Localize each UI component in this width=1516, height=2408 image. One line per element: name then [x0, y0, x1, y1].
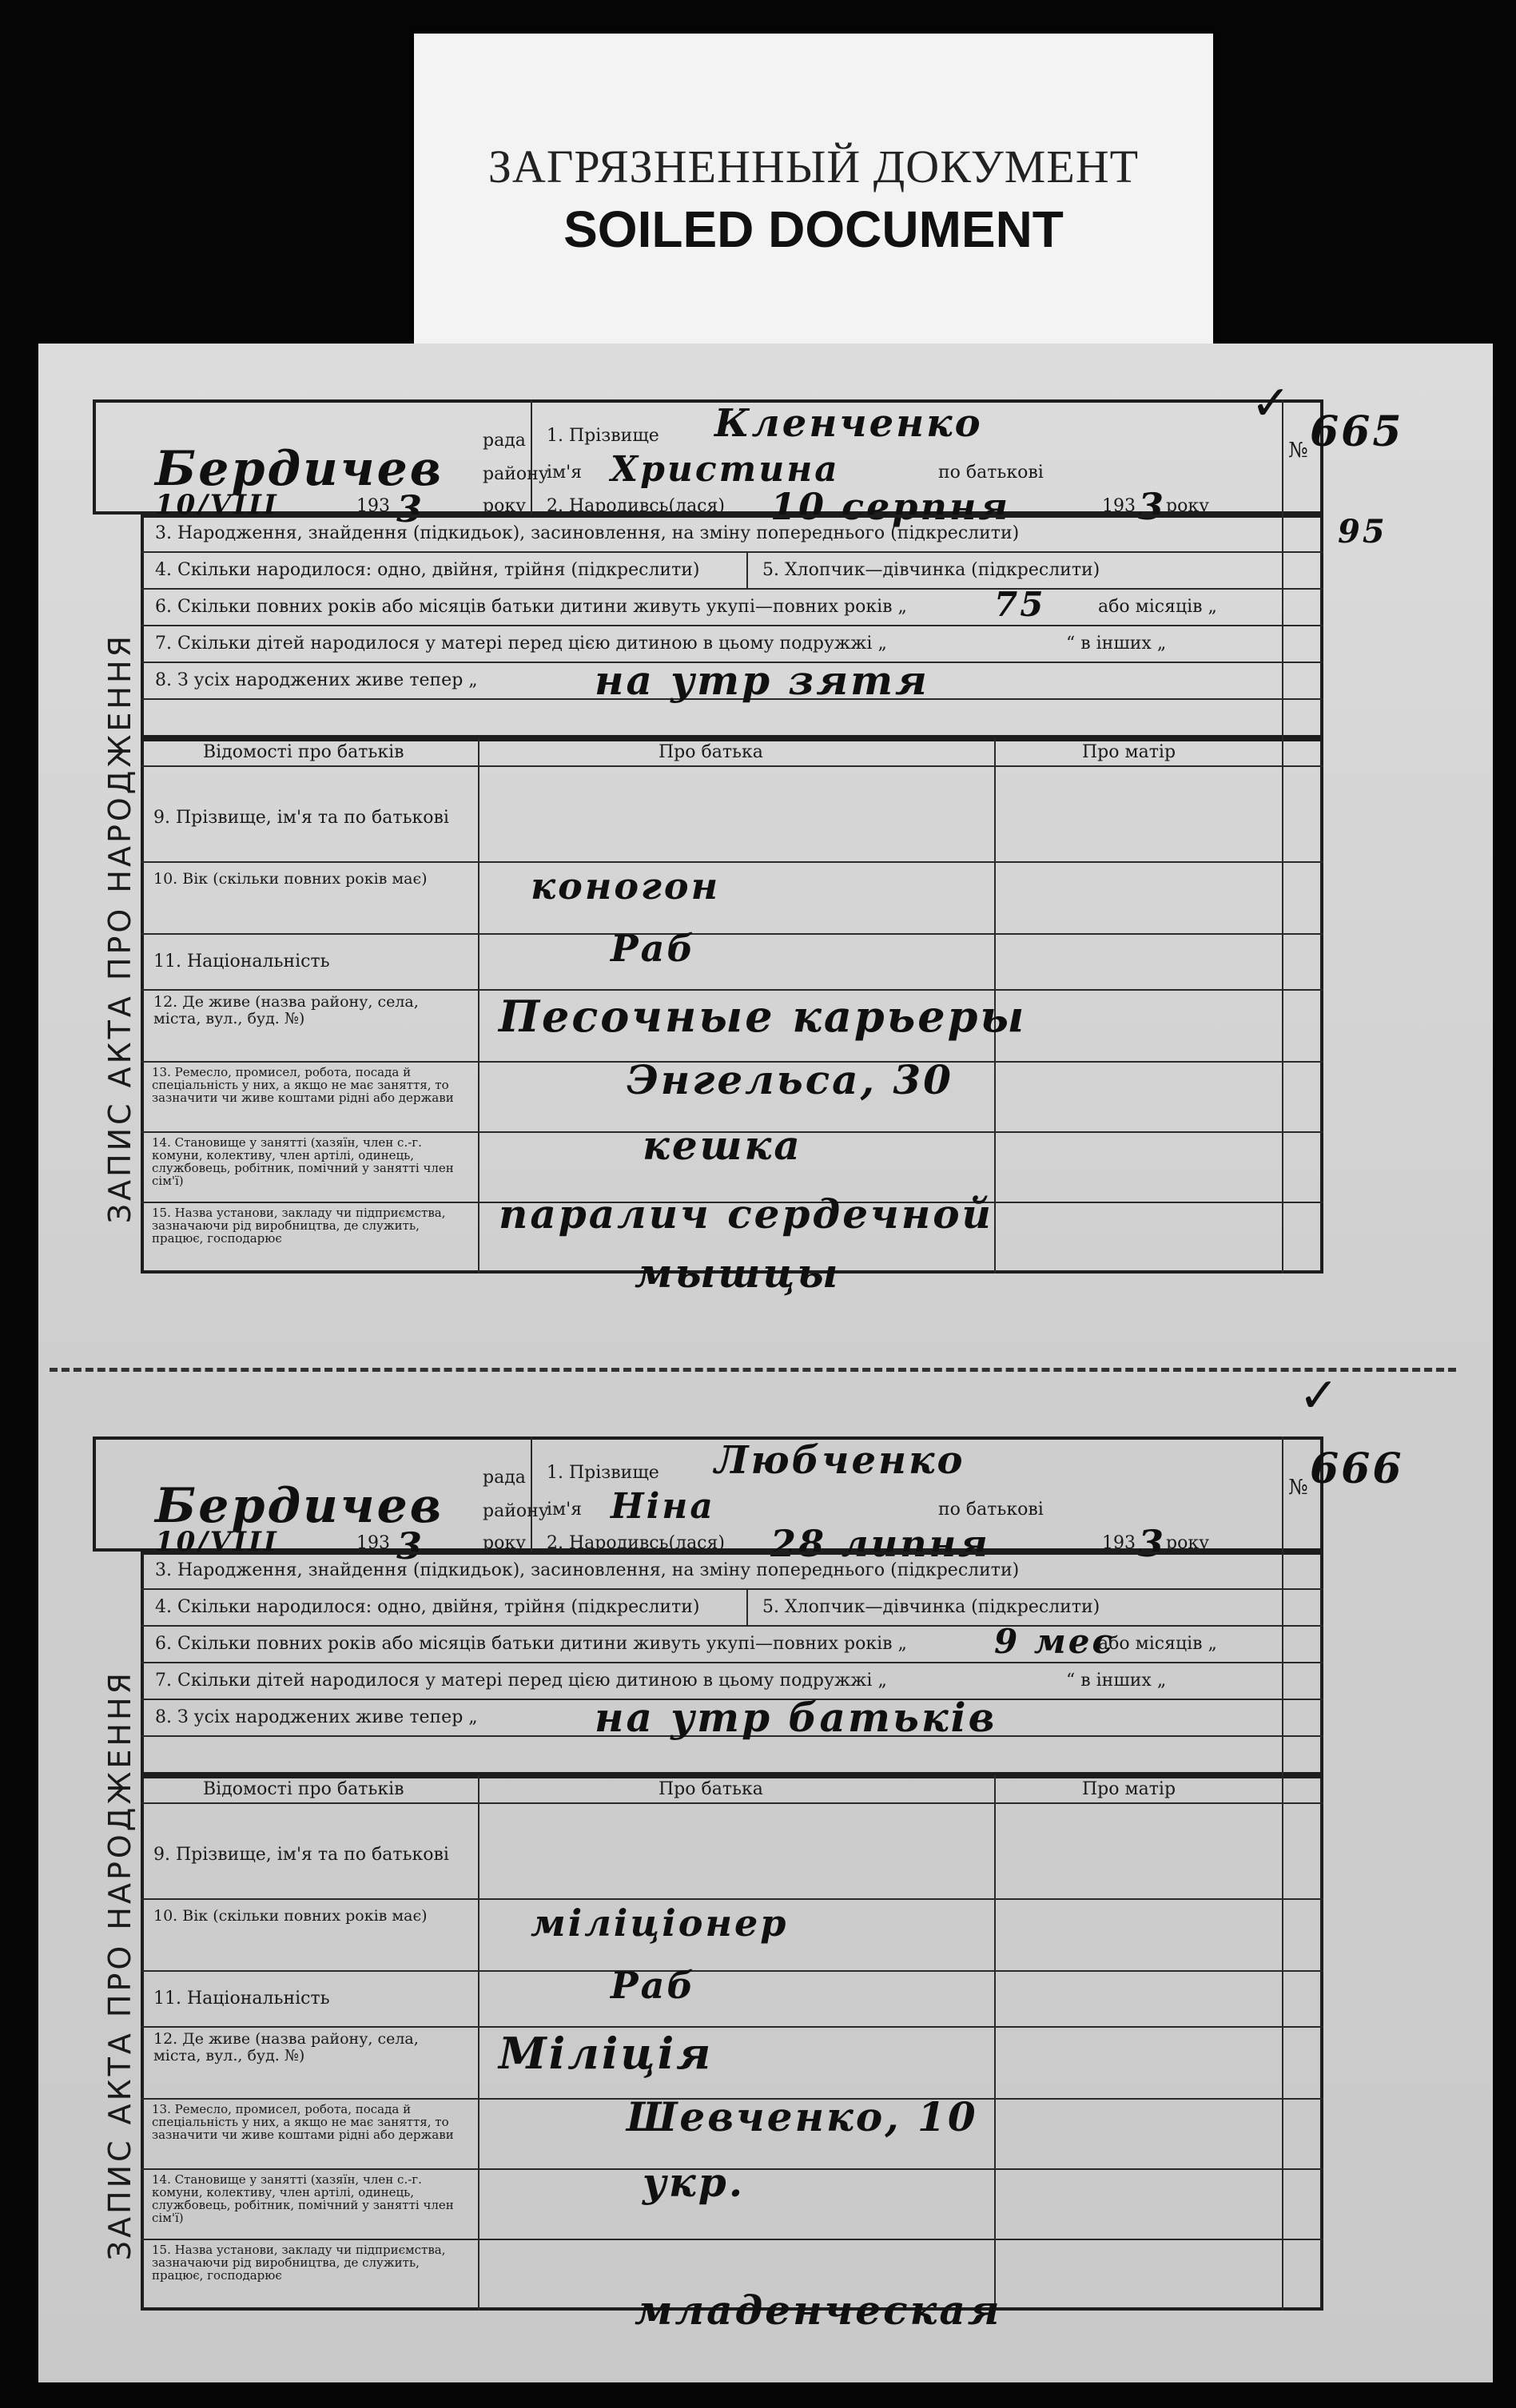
- record-date: 10/VIII: [155, 1526, 279, 1558]
- row5-text: 5. Хлопчик—дівчинка (підкреслити): [762, 560, 1100, 580]
- birth-record-form: [51, 1430, 1404, 2341]
- birth-date: 28 липня: [770, 1522, 990, 1565]
- birth-year-digit: 3: [1138, 485, 1167, 528]
- rayonu-label: району: [483, 464, 549, 484]
- father-name: міліціонер: [531, 1901, 789, 1945]
- birth-date: 10 серпня: [770, 485, 1011, 528]
- living-children: на утр зятя: [595, 657, 929, 704]
- row4-text: 4. Скільки народилося: одно, двійня, трійня (підкреслити): [155, 1597, 700, 1617]
- col-info-header: Відомості про батьків: [203, 742, 404, 762]
- rada-value: Бердичев: [155, 441, 444, 497]
- r9-label: 9. Прізвище, ім'я та по батькові: [153, 1845, 449, 1865]
- surname-label: 1. Прізвище: [547, 1463, 659, 1483]
- questions-box: [141, 515, 1323, 738]
- r9-label: 9. Прізвище, ім'я та по батькові: [153, 808, 449, 828]
- birth-year-digit: 3: [1138, 1522, 1167, 1565]
- born-year-prefix: 193: [1102, 496, 1136, 516]
- child-surname: Любченко: [714, 1438, 965, 1483]
- patronymic-label: по батькові: [938, 463, 1044, 483]
- r12-label: 12. Де живе (назва району, села, міста, вул., буд. №): [153, 993, 419, 1027]
- soiled-document-label: [414, 34, 1213, 345]
- col-father-header: Про батька: [659, 1779, 763, 1799]
- row3-text: 3. Народження, знайдення (підкидьок), засиновлення, на зміну попереднього (підкреслити): [155, 523, 1020, 543]
- r15-label: 15. Назва установи, закладу чи підприємства, зазначаючи рід виробництва, де служить, працює, господарює: [152, 1206, 446, 1246]
- name-label: ім'я: [547, 463, 583, 483]
- row7-text: 7. Скільки дітей народилося у матері перед цією дитиною в цьому подружжі „: [155, 634, 887, 654]
- row7-other: “ в інших „: [1066, 1671, 1167, 1691]
- col-mother-header: Про матір: [1082, 742, 1176, 762]
- roku-label: року: [483, 496, 527, 516]
- r13-label: 13. Ремесло, промисел, робота, посада й спеціальність у них, а якщо не має заняття, то зазначити чи живе коштами рідні або держави: [152, 2102, 454, 2142]
- r11-label: 11. Національність: [153, 952, 330, 972]
- record-year-digit: 3: [396, 1524, 425, 1568]
- rada-value: Бердичев: [155, 1478, 444, 1534]
- row3-text: 3. Народження, знайдення (підкидьок), засиновлення, на зміну попереднього (підкреслити): [155, 1560, 1020, 1580]
- checkmark-icon: ✓: [1251, 376, 1291, 431]
- row6-text: 6. Скільки повних років або місяців батьки дитини живуть укупі—повних років „: [155, 1634, 907, 1654]
- number-label: №: [1288, 1476, 1308, 1500]
- rada-label: рада: [483, 431, 526, 451]
- row8-text: 8. З усіх народжених живе тепер „: [155, 1707, 478, 1727]
- father-workplace: мышцы: [635, 1250, 841, 1297]
- year-prefix: 193: [356, 1533, 390, 1553]
- child-surname: Кленченко: [714, 401, 983, 446]
- father-name: коногон: [531, 864, 721, 908]
- father-address: Энгельса, 30: [627, 1056, 953, 1103]
- father-nationality: Міліція: [499, 2028, 714, 2079]
- record-date: 10/VIII: [155, 489, 279, 521]
- col-info-header: Відомості про батьків: [203, 1779, 404, 1799]
- patronymic-label: по батькові: [938, 1500, 1044, 1520]
- row5-text: 5. Хлопчик—дівчинка (підкреслити): [762, 1597, 1100, 1617]
- rada-label: рада: [483, 1468, 526, 1488]
- row6-text: 6. Скільки повних років або місяців батьки дитини живуть укупі—повних років „: [155, 597, 907, 617]
- fold-line: [50, 1368, 1456, 1372]
- record-number: 666: [1310, 1444, 1404, 1493]
- roku-label: року: [483, 1533, 527, 1553]
- father-occupation: укр.: [643, 2159, 746, 2206]
- row6-months: або місяців „: [1098, 1634, 1217, 1654]
- child-given-name: Ніна: [611, 1486, 715, 1527]
- col-mother-header: Про матір: [1082, 1779, 1176, 1799]
- corner-note: 95: [1338, 513, 1387, 550]
- rayonu-label: району: [483, 1501, 549, 1521]
- record-number: 665: [1310, 407, 1404, 456]
- row7-other: “ в інших „: [1066, 634, 1167, 654]
- born-roku-label: року: [1166, 496, 1210, 516]
- r12-label: 12. Де живе (назва району, села, міста, вул., буд. №): [153, 2030, 419, 2064]
- years-together: 9 мес: [994, 1622, 1116, 1661]
- label-russian: ЗАГРЯЗНЕННЫЙ ДОКУМЕНТ: [487, 141, 1140, 193]
- side-title: ЗАПИС АКТА ПРО НАРОДЖЕННЯ: [102, 633, 137, 1224]
- r14-label: 14. Становище у занятті (хазяїн, член с.-г. комуни, колективу, член артілі, одинець, службовець, робітник, помічний у занятті член сім'ї): [152, 1135, 454, 1188]
- row6-months: або місяців „: [1098, 597, 1217, 617]
- label-english: SOILED DOCUMENT: [563, 201, 1064, 258]
- father-nationality: Песочные карьеры: [499, 991, 1027, 1042]
- living-children: на утр батьків: [595, 1694, 997, 1741]
- r15-label: 15. Назва установи, закладу чи підприємства, зазначаючи рід виробництва, де служить, працює, господарює: [152, 2243, 446, 2283]
- surname-label: 1. Прізвище: [547, 426, 659, 446]
- row8-text: 8. З усіх народжених живе тепер „: [155, 670, 478, 690]
- born-label: 2. Народивсь(лася): [547, 1533, 725, 1553]
- father-position: паралич сердечной: [499, 1190, 993, 1238]
- questions-box: [141, 1552, 1323, 1775]
- number-label: №: [1288, 439, 1308, 463]
- r14-label: 14. Становище у занятті (хазяїн, член с.-г. комуни, колективу, член артілі, одинець, службовець, робітник, помічний у занятті член сім'ї): [152, 2172, 454, 2225]
- side-title: ЗАПИС АКТА ПРО НАРОДЖЕННЯ: [102, 1670, 137, 2261]
- record-year-digit: 3: [396, 487, 425, 530]
- r11-label: 11. Національність: [153, 1989, 330, 2009]
- born-roku-label: року: [1166, 1533, 1210, 1553]
- year-prefix: 193: [356, 496, 390, 516]
- row4-text: 4. Скільки народилося: одно, двійня, трійня (підкреслити): [155, 560, 700, 580]
- father-workplace: младенческая: [635, 2287, 1002, 2334]
- col-father-header: Про батька: [659, 742, 763, 762]
- r10-label: 10. Вік (скільки повних років має): [153, 1907, 428, 1925]
- r10-label: 10. Вік (скільки повних років має): [153, 870, 428, 888]
- born-year-prefix: 193: [1102, 1533, 1136, 1553]
- father-occupation: кешка: [643, 1122, 802, 1169]
- birth-record-form: [51, 393, 1404, 1304]
- child-given-name: Христина: [611, 449, 840, 490]
- years-together: 75: [994, 585, 1046, 624]
- name-label: ім'я: [547, 1500, 583, 1520]
- checkmark-icon: ✓: [1299, 1368, 1339, 1424]
- father-address: Шевченко, 10: [627, 2093, 978, 2140]
- father-age: Раб: [611, 1964, 696, 2007]
- born-label: 2. Народивсь(лася): [547, 496, 725, 516]
- father-age: Раб: [611, 927, 696, 970]
- r13-label: 13. Ремесло, промисел, робота, посада й спеціальність у них, а якщо не має заняття, то зазначити чи живе коштами рідні або держави: [152, 1065, 454, 1105]
- row7-text: 7. Скільки дітей народилося у матері перед цією дитиною в цьому подружжі „: [155, 1671, 887, 1691]
